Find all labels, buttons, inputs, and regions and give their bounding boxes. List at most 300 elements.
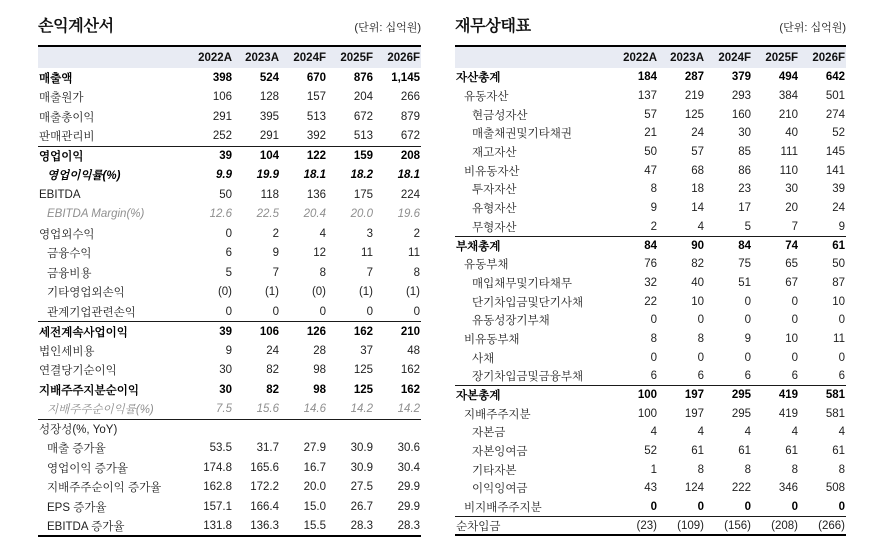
table-row <box>455 423 846 442</box>
cell-value: 18 <box>691 183 704 196</box>
cell-value: 8 <box>791 463 798 476</box>
cell-value: 0 <box>791 351 798 364</box>
cell-value: 295 <box>731 407 751 420</box>
cell-value: 131.8 <box>203 519 232 532</box>
row-label: EBITDA 증가율 <box>47 520 125 533</box>
table-row <box>38 166 421 186</box>
cell-value: 494 <box>778 71 798 84</box>
table-row <box>455 255 846 274</box>
column-header-empty <box>455 46 611 68</box>
row-label: 금융수익 <box>47 248 92 261</box>
table-row <box>38 322 421 342</box>
column-header-2025f: 2025F <box>327 46 374 68</box>
cell-value: 39 <box>186 146 233 166</box>
cell-value: 61 <box>691 445 704 458</box>
cell-value <box>186 419 233 439</box>
row-label: 투자자산 <box>472 184 517 197</box>
cell-value: 11 <box>833 332 845 345</box>
cell-value: 126 <box>280 322 327 342</box>
cell-value: 8 <box>650 183 657 196</box>
cell-value: 3 <box>366 227 373 240</box>
table-row <box>38 283 421 303</box>
table-row <box>455 161 846 180</box>
cell-value: 0 <box>744 500 751 513</box>
table-row <box>38 68 421 88</box>
cell-value: 30.9 <box>350 442 373 455</box>
cell-value: 157.1 <box>203 500 232 513</box>
cell-value: 48 <box>407 344 420 357</box>
column-header-row <box>455 46 846 68</box>
table-row <box>38 478 421 498</box>
cell-value: 4 <box>697 220 704 233</box>
cell-value: 293 <box>731 90 751 103</box>
cell-value: 51 <box>738 276 751 289</box>
cell-value: 513 <box>306 110 326 123</box>
column-header-2023a: 2023A <box>658 46 705 68</box>
cell-value <box>327 419 374 439</box>
cell-value: 266 <box>400 91 420 104</box>
cell-value: 29.9 <box>397 481 420 494</box>
cell-value: 125 <box>353 364 373 377</box>
cell-value: 219 <box>684 90 704 103</box>
cell-value: 106 <box>233 322 280 342</box>
row-label: EBITDA Margin(%) <box>47 208 145 221</box>
cell-value: 0 <box>744 314 751 327</box>
table-row <box>38 244 421 264</box>
cell-value: 14 <box>691 202 704 215</box>
cell-value: 4 <box>744 426 751 439</box>
cell-value: 11 <box>361 247 373 260</box>
row-label: 금융비용 <box>47 267 92 280</box>
cell-value: 15.5 <box>303 519 326 532</box>
cell-value: 136 <box>306 188 326 201</box>
cell-value: 7.5 <box>216 403 232 415</box>
cell-value: 419 <box>778 407 798 420</box>
cell-value: 0 <box>791 314 798 327</box>
cell-value: 879 <box>400 110 420 123</box>
cell-value: 31.7 <box>256 442 279 455</box>
cell-value: 110 <box>779 164 798 177</box>
table-row <box>38 380 421 400</box>
cell-value: (0) <box>311 286 326 299</box>
table-row <box>455 404 846 423</box>
row-label: 유형자산 <box>472 203 517 216</box>
cell-value: 291 <box>259 130 279 142</box>
table-row <box>455 479 846 498</box>
cell-value: 118 <box>260 188 279 201</box>
cell-value: 157 <box>306 91 326 104</box>
cell-value: 61 <box>832 445 845 458</box>
cell-value: 174.8 <box>203 461 232 474</box>
cell-value: 160 <box>731 108 751 121</box>
cell-value: 20.0 <box>303 481 326 494</box>
cell-value: 122 <box>280 146 327 166</box>
cell-value: 208 <box>374 146 421 166</box>
income-statement-titlebar <box>38 13 421 39</box>
row-label: 연결당기순이익 <box>39 365 117 378</box>
cell-value: 20.0 <box>350 208 373 221</box>
cell-value: 0 <box>697 500 704 513</box>
row-label: 유동부채 <box>464 259 509 272</box>
cell-value: 27.5 <box>350 481 373 494</box>
table-row <box>455 68 846 87</box>
cell-value: 100 <box>637 407 657 420</box>
cell-value: 670 <box>306 71 326 84</box>
cell-value: 0 <box>838 500 845 513</box>
cell-value: 90 <box>658 236 705 255</box>
cell-value: 20.4 <box>303 208 326 221</box>
cell-value: (1) <box>358 286 373 299</box>
row-label: 비유동부채 <box>464 333 520 346</box>
cell-value: 18.1 <box>303 169 326 182</box>
cell-value: 5 <box>744 220 751 233</box>
cell-value: 0 <box>650 351 657 364</box>
cell-value: 4 <box>319 227 326 240</box>
cell-value: 4 <box>838 426 845 439</box>
cell-value: 86 <box>738 164 751 177</box>
cell-value: 53.5 <box>209 442 232 455</box>
balance-sheet-table <box>455 45 846 536</box>
row-label: 현금성자산 <box>472 109 528 122</box>
cell-value: 26.7 <box>350 500 373 513</box>
cell-value: 125 <box>353 383 373 396</box>
row-label: 매출원가 <box>39 92 84 105</box>
row-label: 지배주주순이익률(%) <box>47 404 154 416</box>
table-row <box>455 460 846 479</box>
cell-value: 75 <box>738 258 751 271</box>
cell-value: (1) <box>405 286 420 299</box>
row-label: 자본총계 <box>455 386 611 405</box>
cell-value: 204 <box>353 91 373 104</box>
cell-value: 28.3 <box>350 519 373 532</box>
table-row <box>38 439 421 459</box>
cell-value: 8 <box>319 266 326 279</box>
row-label: 재고자산 <box>472 147 517 160</box>
cell-value: 5 <box>225 266 232 279</box>
cell-value: 10 <box>691 295 704 308</box>
income-statement-unit-label: (단위: 십억원) <box>354 22 421 34</box>
cell-value: 0 <box>838 314 845 327</box>
row-label: 지배주주지분 <box>464 408 531 421</box>
cell-value: 124 <box>684 482 704 495</box>
cell-value: 47 <box>644 164 657 177</box>
cell-value: 197 <box>684 407 704 420</box>
cell-value: 501 <box>825 90 845 103</box>
cell-value: 159 <box>327 146 374 166</box>
cell-value: 672 <box>400 130 420 142</box>
cell-value: 4 <box>697 426 704 439</box>
cell-value: 9 <box>650 202 657 215</box>
cell-value: 581 <box>799 386 846 405</box>
cell-value: 172.2 <box>250 481 279 494</box>
cell-value: 0 <box>791 500 798 513</box>
table-row <box>455 348 846 367</box>
row-label: 부채총계 <box>455 236 611 255</box>
table-row <box>455 199 846 218</box>
table-row <box>455 442 846 461</box>
cell-value: 52 <box>832 127 845 140</box>
cell-value: 9 <box>838 220 845 233</box>
table-row <box>455 498 846 517</box>
cell-value: 84 <box>611 236 658 255</box>
table-row <box>38 517 421 537</box>
row-label: 영업이익률(%) <box>47 170 121 183</box>
income-statement-title: 손익계산서 <box>38 18 114 35</box>
cell-value: 39 <box>186 322 233 342</box>
cell-value: 10 <box>832 295 845 308</box>
cell-value: 11 <box>408 247 420 260</box>
row-label: 성장성(%, YoY) <box>38 419 186 439</box>
cell-value: 2 <box>272 227 279 240</box>
cell-value: 39 <box>832 183 845 196</box>
cell-value: 162 <box>327 322 374 342</box>
cell-value: 8 <box>413 266 420 279</box>
row-label: 비유동자산 <box>464 165 520 178</box>
cell-value: 9 <box>272 247 279 260</box>
cell-value: 74 <box>752 236 799 255</box>
cell-value: 125 <box>684 108 704 121</box>
cell-value: 16.7 <box>303 461 326 474</box>
table-row <box>38 107 421 127</box>
cell-value: 65 <box>785 258 798 271</box>
table-row <box>38 146 421 166</box>
cell-value: 1,145 <box>391 71 420 84</box>
cell-value: 15.0 <box>303 500 326 513</box>
cell-value: 672 <box>353 110 373 123</box>
cell-value: 24 <box>691 127 704 140</box>
cell-value: 0 <box>225 305 232 318</box>
cell-value: 2 <box>650 220 657 233</box>
table-row <box>38 205 421 225</box>
column-header-2023a: 2023A <box>233 46 280 68</box>
column-header-2022a: 2022A <box>611 46 658 68</box>
cell-value: 1 <box>650 463 657 476</box>
cell-value: 6 <box>650 370 657 383</box>
cell-value: 0 <box>650 314 657 327</box>
table-row <box>38 341 421 361</box>
cell-value: 162 <box>400 364 420 377</box>
table-row <box>455 517 846 536</box>
balance-sheet-title: 재무상태표 <box>455 18 531 35</box>
cell-value: 346 <box>778 482 798 495</box>
cell-value: 21 <box>644 127 657 140</box>
cell-value: 384 <box>778 90 798 103</box>
cell-value: 50 <box>832 258 845 271</box>
row-label: 관계기업관련손익 <box>47 306 136 319</box>
cell-value: (1) <box>264 286 279 299</box>
column-header-2024f: 2024F <box>280 46 327 68</box>
cell-value: 30 <box>785 183 798 196</box>
cell-value: 30 <box>738 127 751 140</box>
cell-value: 162 <box>400 383 420 396</box>
table-row <box>455 218 846 237</box>
cell-value: (156) <box>705 517 752 536</box>
table-row <box>455 274 846 293</box>
cell-value: (266) <box>799 517 846 536</box>
row-label: 무형자산 <box>472 221 517 234</box>
table-row <box>38 224 421 244</box>
cell-value: 291 <box>212 110 232 123</box>
cell-value: 18.2 <box>350 169 373 182</box>
table-row <box>455 143 846 162</box>
cell-value: 2 <box>413 227 420 240</box>
cell-value: 98 <box>313 364 326 377</box>
cell-value: 23 <box>738 183 751 196</box>
cell-value: 50 <box>644 146 657 159</box>
cell-value: 9 <box>225 344 232 357</box>
cell-value: 8 <box>838 463 845 476</box>
row-label: EBITDA <box>39 188 81 201</box>
cell-value: 57 <box>644 108 657 121</box>
row-label: 이익잉여금 <box>472 483 528 496</box>
cell-value: 0 <box>744 351 751 364</box>
cell-value: 24 <box>266 344 279 357</box>
cell-value: 100 <box>611 386 658 405</box>
cell-value: 30.4 <box>397 461 420 474</box>
cell-value: 9 <box>744 332 751 345</box>
cell-value: 0 <box>225 227 232 240</box>
column-header-2026f: 2026F <box>374 46 421 68</box>
cell-value: 82 <box>266 364 279 377</box>
cell-value: 6 <box>838 370 845 383</box>
row-label: 영업이익 <box>38 146 186 166</box>
cell-value: 29.9 <box>397 500 420 513</box>
cell-value: 67 <box>785 276 798 289</box>
cell-value: 0 <box>272 305 279 318</box>
cell-value: 581 <box>825 407 845 420</box>
row-label: 장기차입금및금융부채 <box>472 371 584 384</box>
cell-value: 0 <box>697 314 704 327</box>
cell-value: 87 <box>832 276 845 289</box>
cell-value: 6 <box>744 370 751 383</box>
row-label: 자본금 <box>472 427 506 440</box>
cell-value: 7 <box>366 266 373 279</box>
table-row <box>455 367 846 386</box>
row-label: 매출 증가율 <box>47 443 106 456</box>
cell-value: 84 <box>705 236 752 255</box>
cell-value: 17 <box>738 202 751 215</box>
cell-value: 8 <box>650 332 657 345</box>
cell-value: 0 <box>697 351 704 364</box>
table-row <box>455 386 846 405</box>
row-label: 매입채무및기타채무 <box>472 277 572 290</box>
table-row <box>455 180 846 199</box>
table-row <box>455 236 846 255</box>
cell-value: 379 <box>731 71 751 84</box>
cell-value: 295 <box>705 386 752 405</box>
cell-value: 0 <box>650 500 657 513</box>
cell-value: 166.4 <box>250 500 279 513</box>
balance-sheet-unit-label: (단위: 십억원) <box>779 22 846 34</box>
row-label: 매출총이익 <box>39 111 95 124</box>
cell-value: 392 <box>306 130 326 142</box>
cell-value <box>233 419 280 439</box>
cell-value: 76 <box>644 258 657 271</box>
row-label: EPS 증가율 <box>47 501 107 514</box>
cell-value: 6 <box>225 247 232 260</box>
cell-value: 30 <box>219 383 232 396</box>
row-label: 매출채권및기타채권 <box>472 128 572 141</box>
table-row <box>38 88 421 108</box>
cell-value: 7 <box>791 220 798 233</box>
cell-value: 12.6 <box>209 208 232 221</box>
cell-value: 876 <box>353 71 373 84</box>
cell-value: 175 <box>353 188 373 201</box>
cell-value: (23) <box>611 517 658 536</box>
cell-value: 9.9 <box>216 169 232 182</box>
cell-value: 14.2 <box>350 403 373 415</box>
column-header-row <box>38 46 421 68</box>
cell-value: 8 <box>697 463 704 476</box>
table-row <box>455 124 846 143</box>
cell-value: 0 <box>366 305 373 318</box>
cell-value: 12 <box>313 247 326 260</box>
cell-value: 27.9 <box>303 442 326 455</box>
column-header-2025f: 2025F <box>752 46 799 68</box>
row-label: 유동성장기부채 <box>472 315 550 328</box>
table-row <box>38 263 421 283</box>
cell-value <box>280 419 327 439</box>
cell-value: 50 <box>219 188 232 201</box>
cell-value: 224 <box>400 188 420 201</box>
cell-value: (0) <box>217 286 232 299</box>
cell-value: 24 <box>832 202 845 215</box>
cell-value: 68 <box>691 164 704 177</box>
cell-value: 141 <box>825 164 845 177</box>
cell-value: 111 <box>780 146 798 159</box>
cell-value: 82 <box>691 258 704 271</box>
table-row <box>38 302 421 322</box>
cell-value: 162.8 <box>203 481 232 494</box>
cell-value: 4 <box>650 426 657 439</box>
cell-value: 40 <box>785 127 798 140</box>
cell-value: 30.6 <box>397 442 420 455</box>
cell-value: 6 <box>697 370 704 383</box>
cell-value: 4 <box>791 426 798 439</box>
row-label: 자본잉여금 <box>472 446 528 459</box>
cell-value: 222 <box>731 482 751 495</box>
cell-value: 57 <box>691 146 704 159</box>
cell-value: 104 <box>233 146 280 166</box>
cell-value: 8 <box>697 332 704 345</box>
cell-value: 210 <box>374 322 421 342</box>
balance-sheet-section <box>455 13 846 536</box>
balance-sheet-titlebar <box>455 13 846 39</box>
cell-value: 165.6 <box>250 461 279 474</box>
row-label: 기타자본 <box>472 464 517 477</box>
cell-value: 82 <box>266 383 279 396</box>
row-label: 지배주주순이익 증가율 <box>47 482 162 495</box>
row-label: 세전계속사업이익 <box>38 322 186 342</box>
cell-value <box>374 419 421 439</box>
cell-value: 274 <box>825 108 845 121</box>
table-row <box>455 87 846 106</box>
cell-value: 524 <box>259 71 279 84</box>
row-label: 판매관리비 <box>39 131 95 143</box>
cell-value: 28 <box>313 344 326 357</box>
column-header-2026f: 2026F <box>799 46 846 68</box>
table-row <box>455 311 846 330</box>
cell-value: 137 <box>637 90 657 103</box>
cell-value: 10 <box>785 332 798 345</box>
table-row <box>38 361 421 381</box>
cell-value: 287 <box>684 71 704 84</box>
table-row <box>38 419 421 439</box>
cell-value: 0 <box>744 295 751 308</box>
table-row <box>38 458 421 478</box>
cell-value: 22.5 <box>256 208 279 221</box>
cell-value: 20 <box>785 202 798 215</box>
